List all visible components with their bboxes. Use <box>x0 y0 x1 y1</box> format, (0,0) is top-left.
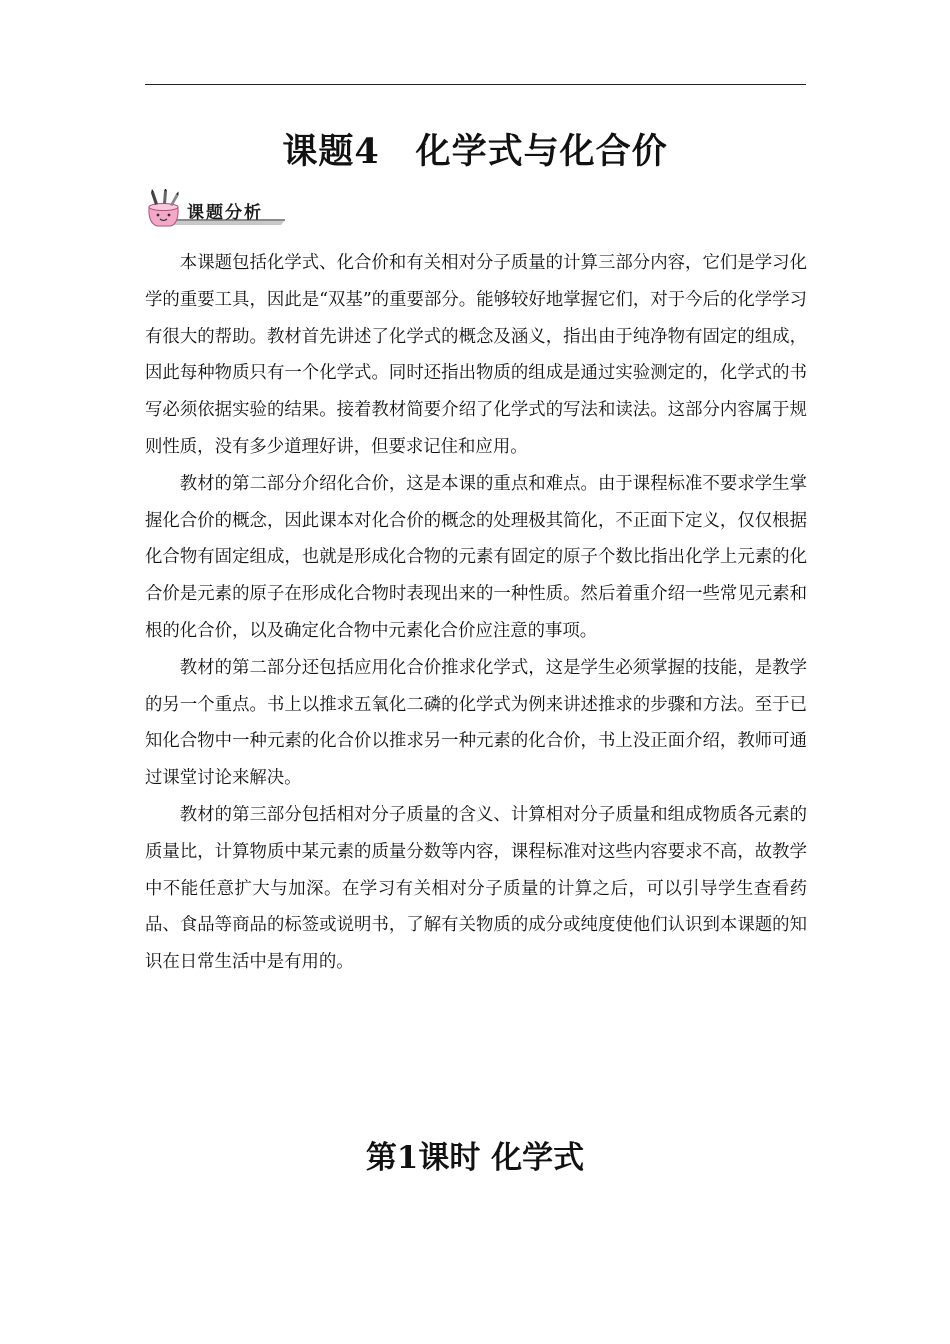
paragraph: 本课题包括化学式、化合价和有关相对分子质量的计算三部分内容，它们是学习化学的重要工具，因此是“双基”的重要部分。能够较好地掌握它们，对于今后的化学学习有很大的帮助。教材首先讲述了化学式的概念及涵义，指出由于纯净物有固定的组成，因此每种物质只有一个化学式。同时还指出物质的组成是通过实验测定的，化学式的书写必须依据实验的结果。接着教材简要介绍了化学式的写法和读法。这部分内容属于规则性质，没有多少道理好讲，但要求记住和应用。 <box>145 253 807 457</box>
body-text <box>145 245 807 981</box>
paragraph: 教材的第二部分介绍化合价，这是本课的重点和难点。由于课程标准不要求学生掌握化合价的概念，因此课本对化合价的概念的处理极其简化，不正面下定义，仅仅根据化合物有固定组成，也就是形成化合物的元素有固定的原子个数比指出化学上元素的化合价是元素的原子在形成化合物时表现出来的一种性质。然后着重介绍一些常见元素和根的化合价，以及确定化合物中元素化合价应注意的事项。 <box>145 473 807 641</box>
section-badge-label: 课题分析 <box>187 203 263 223</box>
top-rule <box>145 84 806 85</box>
paragraph: 教材的第二部分还包括应用化合价推求化学式，这是学生必须掌握的技能，是教学的另一个重点。书上以推求五氧化二磷的化学式为例来讲述推求的步骤和方法。至于已知化合物中一种元素的化合价以推求另一种元素的化合价，书上没正面介绍，教师可通过课堂讨论来解决。 <box>145 657 807 789</box>
paragraph: 教材的第三部分包括相对分子质量的含义、计算相对分子质量和组成物质各元素的质量比，计算物质中某元素的质量分数等内容，课程标准对这些内容要求不高，故教学中不能任意扩大与加深。在学习有关相对分子质量的计算之后，可以引导学生查看药品、食品等商品的标签或说明书，了解有关物质的成分或纯度使他们认识到本课题的知识在日常生活中是有用的。 <box>145 804 807 973</box>
section-badge <box>143 189 288 229</box>
page-title: 课题4 化学式与化合价 <box>282 131 668 172</box>
lesson-subtitle: 第1课时 化学式 <box>365 1140 585 1176</box>
